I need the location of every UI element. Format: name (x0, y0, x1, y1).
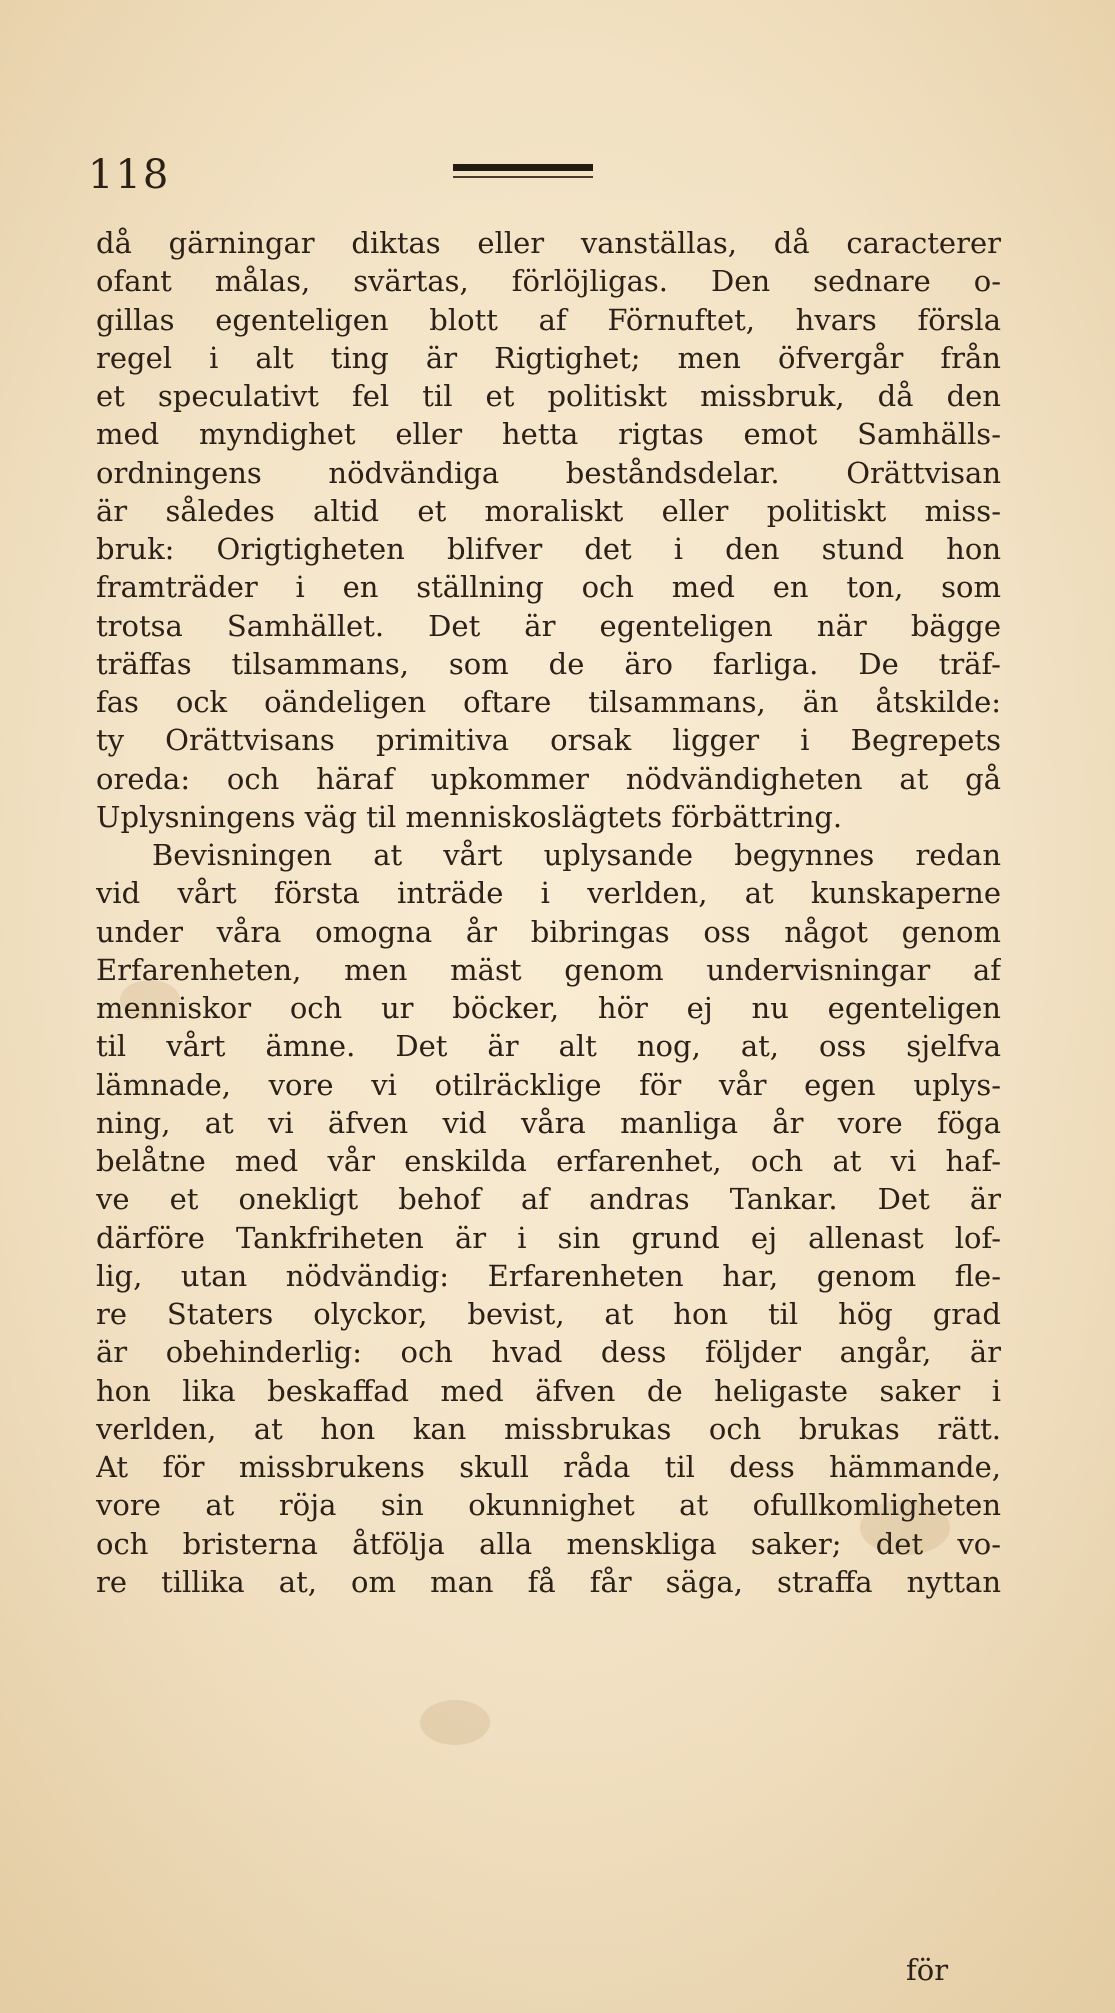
paper-stain (420, 1700, 490, 1745)
header-rule-thin (453, 176, 593, 178)
text-line: vore at röja sin okunnighet at ofullkomligheten (96, 1488, 1001, 1523)
text-line: lämnade, vore vi otilräcklige för vår egen uplys- (96, 1067, 1001, 1102)
text-line: regel i alt ting är Rigtighet; men öfvergår från (96, 340, 1001, 375)
text-line: re tillika at, om man få får säga, straffa nyttan (96, 1564, 1001, 1599)
text-line: är obehinderlig: och hvad dess följder angår, är (96, 1335, 1001, 1370)
catchword: för (906, 1953, 949, 1987)
text-line: fas ock oändeligen oftare tilsammans, än åtskilde: (96, 685, 1001, 719)
text-line: ofant målas, svärtas, förlöjligas. Den sednare o- (96, 264, 1001, 299)
text-line: re Staters olyckor, bevist, at hon til hög grad (96, 1297, 1001, 1331)
text-line: lig, utan nödvändig: Erfarenheten har, genom fle- (96, 1258, 1001, 1293)
text-line: vid vårt första inträde i verlden, at kunskaperne (96, 876, 1001, 911)
text-line: och bristerna åtfölja alla menskliga saker; det vo- (96, 1526, 1001, 1561)
text-line: oreda: och häraf upkommer nödvändigheten at gå (96, 761, 1001, 796)
text-line: Erfarenheten, men mäst genom undervisningar af (96, 952, 1001, 987)
header-rule (453, 164, 593, 171)
text-line: därföre Tankfriheten är i sin grund ej allenast lof- (96, 1220, 1001, 1255)
text-line: ty Orättvisans primitiva orsak ligger i Begrepets (96, 723, 1001, 758)
body-text (96, 224, 1001, 1601)
text-line: At för missbrukens skull råda til dess hämmande, (96, 1450, 1001, 1484)
text-line: under våra omogna år bibringas oss något genom (96, 914, 1001, 949)
text-line: framträder i en ställning och med en ton, som (96, 570, 1001, 605)
text-line: är således altid et moraliskt eller politiskt miss- (96, 493, 1001, 528)
text-line: hon lika beskaffad med äfven de heligaste saker i (96, 1373, 1001, 1408)
text-line: bruk: Origtigheten blifver det i den stund hon (96, 532, 1001, 566)
text-line: et speculativt fel til et politiskt missbruk, då den (96, 379, 1001, 413)
text-line: ve et onekligt behof af andras Tankar. Det är (96, 1182, 1001, 1217)
page-number: 118 (88, 152, 171, 198)
text-line: Uplysningens väg til menniskoslägtets förbättring. (96, 799, 843, 834)
text-line: då gärningar diktas eller vanställas, då caracterer (96, 226, 1001, 260)
text-line: trotsa Samhället. Det är egenteligen när bägge (96, 608, 1001, 643)
text-line: ordningens nödvändiga beståndsdelar. Orättvisan (96, 455, 1001, 490)
text-line: gillas egenteligen blott af Förnuftet, hvars försla (96, 302, 1001, 337)
text-line: menniskor och ur böcker, hör ej nu egenteligen (96, 991, 1001, 1025)
text-line: Bevisningen at vårt uplysande begynnes redan (152, 838, 1001, 872)
text-line: ning, at vi äfven vid våra manliga år vore föga (96, 1105, 1001, 1140)
text-line: belåtne med vår enskilda erfarenhet, och at vi haf- (96, 1144, 1001, 1178)
text-line: til vårt ämne. Det är alt nog, at, oss sjelfva (96, 1029, 1001, 1064)
text-line: med myndighet eller hetta rigtas emot Samhälls- (96, 417, 1001, 452)
text-line: verlden, at hon kan missbrukas och brukas rätt. (96, 1411, 1001, 1446)
text-line: träffas tilsammans, som de äro farliga. De träf- (96, 646, 1001, 681)
